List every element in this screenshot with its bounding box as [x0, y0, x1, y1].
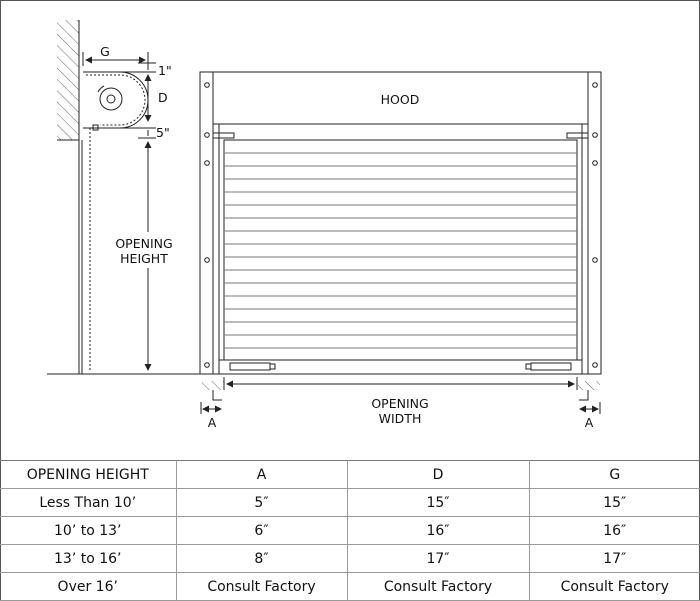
table-cell: Consult Factory [176, 573, 347, 601]
table-cell: Over 16’ [0, 573, 176, 601]
label-g: G [100, 44, 110, 59]
left-guide [200, 72, 213, 374]
side-section-view [47, 20, 205, 374]
table-cell: Less Than 10’ [0, 489, 176, 517]
table-header-row [0, 461, 700, 489]
front-elevation-view [200, 72, 601, 414]
coil-roll [100, 88, 122, 110]
table-cell: 13’ to 16’ [0, 545, 176, 573]
table-cell: 17″ [529, 545, 700, 573]
table-cell: 16″ [529, 517, 700, 545]
label-5in: 5" [156, 125, 170, 140]
table-cell: 10’ to 13’ [0, 517, 176, 545]
label-opening-height-1: OPENING [115, 236, 173, 251]
table-row [0, 573, 700, 601]
header-g: G [529, 461, 700, 489]
table-row [0, 517, 700, 545]
left-slide-bolt [230, 363, 270, 370]
table-cell: 15″ [529, 489, 700, 517]
table-row [0, 545, 700, 573]
table-cell: 8″ [176, 545, 347, 573]
table-cell: 6″ [176, 517, 347, 545]
table-cell: Consult Factory [347, 573, 529, 601]
table-cell: 16″ [347, 517, 529, 545]
label-1in: 1" [158, 63, 172, 78]
right-guide [588, 72, 601, 374]
label-a-left: A [207, 415, 217, 430]
wall-hatch [57, 20, 79, 140]
label-hood: HOOD [380, 92, 420, 107]
header-d: D [347, 461, 529, 489]
curtain [224, 140, 577, 360]
table-cell: 5″ [176, 489, 347, 517]
label-a-right: A [584, 415, 594, 430]
table-cell: Consult Factory [529, 573, 700, 601]
dimension-table [0, 460, 700, 601]
label-opening-width-2: WIDTH [378, 411, 422, 426]
curtain-slats [224, 153, 577, 348]
label-opening-width-1: OPENING [371, 396, 429, 411]
table-cell: 15″ [347, 489, 529, 517]
header-opening-height: OPENING HEIGHT [0, 461, 176, 489]
table-cell: 17″ [347, 545, 529, 573]
label-opening-height-2: HEIGHT [120, 251, 168, 266]
table-row [0, 489, 700, 517]
label-d: D [158, 90, 168, 105]
right-slide-bolt [531, 363, 571, 370]
header-a: A [176, 461, 347, 489]
